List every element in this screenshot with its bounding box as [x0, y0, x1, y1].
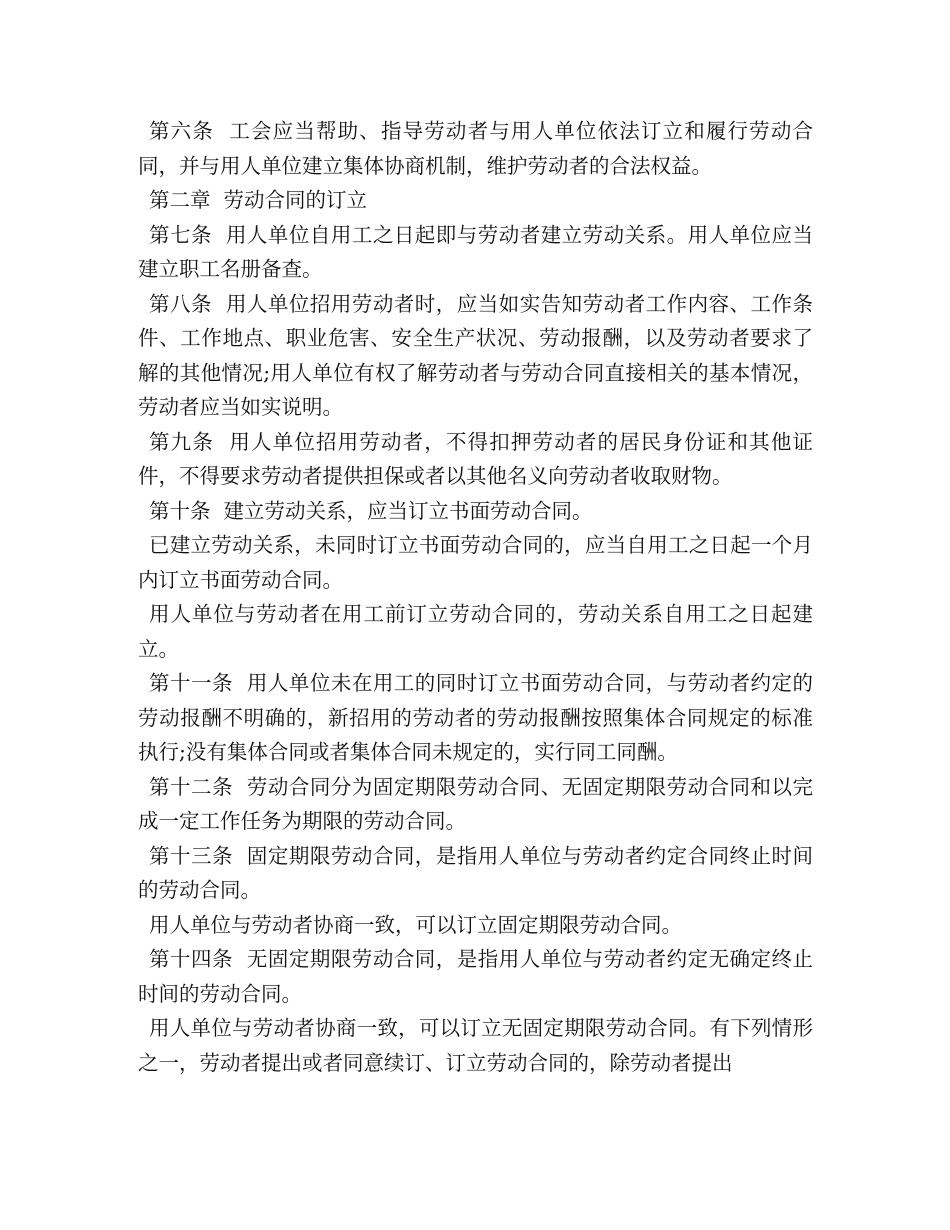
document-body	[138, 114, 813, 1080]
paragraph-article-11: 第十一条 用人单位未在用工的同时订立书面劳动合同，与劳动者约定的劳动报酬不明确的，新招用的劳动者的劳动报酬按照集体合同规定的标准执行;没有集体合同或者集体合同未规定的，实行同工同酬。	[138, 671, 813, 764]
paragraph-article-12: 第十二条 劳动合同分为固定期限劳动合同、无固定期限劳动合同和以完成一定工作任务为期限的劳动合同。	[138, 774, 813, 833]
paragraph-article-13: 第十三条 固定期限劳动合同，是指用人单位与劳动者约定合同终止时间的劳动合同。	[138, 843, 813, 902]
paragraph-article-10-clause-3: 用人单位与劳动者在用工前订立劳动合同的，劳动关系自用工之日起建立。	[138, 602, 813, 661]
paragraph-article-7: 第七条 用人单位自用工之日起即与劳动者建立劳动关系。用人单位应当建立职工名册备查。	[138, 222, 813, 281]
paragraph-article-10: 第十条 建立劳动关系，应当订立书面劳动合同。	[149, 498, 593, 523]
paragraph-article-13-clause-2: 用人单位与劳动者协商一致，可以订立固定期限劳动合同。	[149, 912, 682, 937]
paragraph-article-10-clause-2: 已建立劳动关系，未同时订立书面劳动合同的，应当自用工之日起一个月内订立书面劳动合同。	[138, 533, 813, 592]
paragraph-article-14: 第十四条 无固定期限劳动合同，是指用人单位与劳动者约定无确定终止时间的劳动合同。	[138, 947, 813, 1006]
paragraph-article-9: 第九条 用人单位招用劳动者，不得扣押劳动者的居民身份证和其他证件，不得要求劳动者提供担保或者以其他名义向劳动者收取财物。	[138, 429, 813, 488]
paragraph-article-6: 第六条 工会应当帮助、指导劳动者与用人单位依法订立和履行劳动合同，并与用人单位建立集体协商机制，维护劳动者的合法权益。	[138, 119, 813, 178]
paragraph-article-8: 第八条 用人单位招用劳动者时，应当如实告知劳动者工作内容、工作条件、工作地点、职业危害、安全生产状况、劳动报酬，以及劳动者要求了解的其他情况;用人单位有权了解劳动者与劳动合同直接相关的基本情况，劳动者应当如实说明。	[138, 291, 813, 419]
paragraph-article-14-clause-2: 用人单位与劳动者协商一致，可以订立无固定期限劳动合同。有下列情形之一，劳动者提出或者同意续订、订立劳动合同的，除劳动者提出	[138, 1016, 813, 1075]
chapter-heading-2: 第二章 劳动合同的订立	[149, 188, 368, 212]
